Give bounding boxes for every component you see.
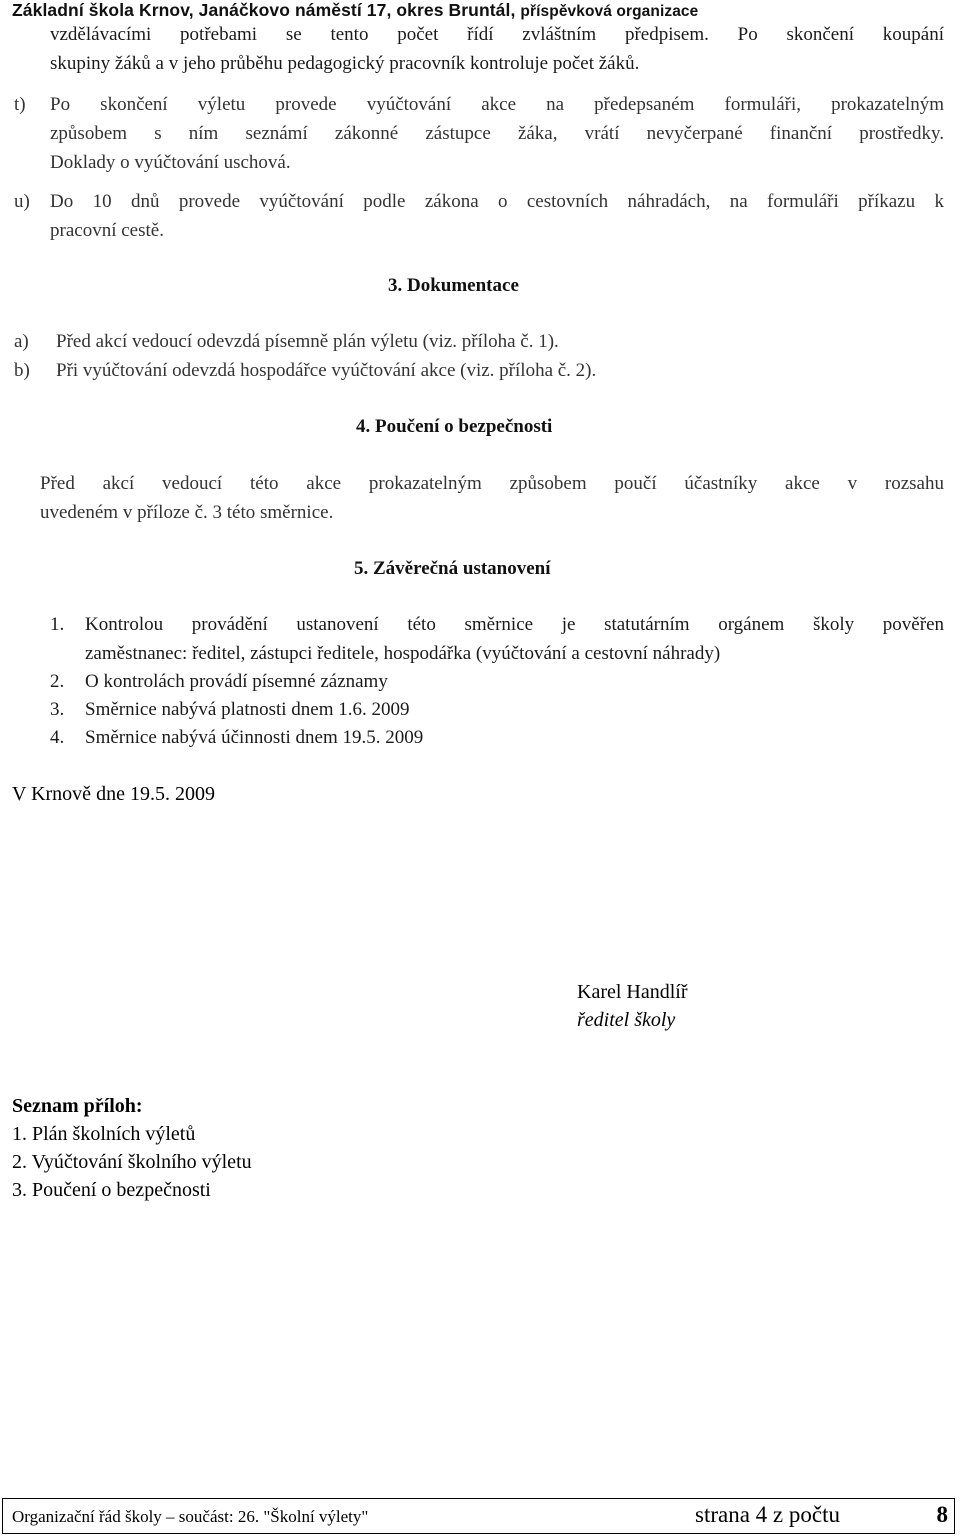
footer-page-prefix: strana 4 z počtu — [695, 1502, 840, 1527]
item-u-line-1: Do 10 dnů provede vyúčtování podle zákona o cestovních náhradách, na formuláři příkazu k — [50, 191, 944, 212]
section-5-item-3-text: Směrnice nabývá platnosti dnem 1.6. 2009 — [85, 699, 410, 720]
section-3-item-b-marker: b) — [14, 360, 30, 381]
signature-name: Karel Handlíř — [577, 981, 688, 1003]
item-u-marker: u) — [14, 191, 30, 212]
continued-line-1: vzdělávacími potřebami se tento počet řídí zvláštním předpisem. Po skončení koupání — [50, 24, 944, 45]
section-4-heading-num: 4. — [356, 416, 371, 437]
section-4-heading-text: Poučení o bezpečnosti — [375, 416, 553, 437]
continued-line-2: skupiny žáků a v jeho průběhu pedagogický pracovník kontroluje počet žáků. — [50, 53, 640, 74]
section-5-item-1-line-2: zaměstnanec: ředitel, zástupci ředitele, hospodářka (vyúčtování a cestovní náhrady) — [85, 643, 721, 664]
section-3-item-a-marker: a) — [14, 331, 29, 352]
header-subtitle: příspěvková organizace — [520, 3, 699, 20]
section-5-item-1-line-1: Kontrolou provádění ustanovení této směrnice je statutárním orgánem školy pověřen — [85, 614, 944, 635]
attachment-item-3: 3. Poučení o bezpečnosti — [12, 1179, 211, 1201]
footer-page-total: 8 — [936, 1502, 948, 1527]
item-t-marker: t) — [14, 94, 26, 115]
section-4-heading — [356, 416, 552, 438]
page-footer — [2, 1498, 955, 1534]
section-5-heading-num: 5. — [354, 558, 369, 579]
section-4-line-1: Před akcí vedoucí této akce prokazatelným způsobem poučí účastníky akce v rozsahu — [40, 473, 944, 494]
section-5-heading — [354, 558, 551, 580]
section-5-heading-text: Závěrečná ustanovení — [373, 558, 551, 579]
section-4-line-2: uvedeném v příloze č. 3 této směrnice. — [40, 502, 334, 523]
section-3-item-b-text: Při vyúčtování odevzdá hospodářce vyúčtování akce (viz. příloha č. 2). — [56, 360, 597, 381]
signature-role: ředitel školy — [577, 1009, 676, 1031]
attachment-item-1: 1. Plán školních výletů — [12, 1123, 196, 1145]
attachment-item-2: 2. Vyúčtování školního výletu — [12, 1151, 252, 1173]
section-5-item-2-marker: 2. — [50, 671, 65, 692]
header-title: Základní škola Krnov, Janáčkovo náměstí 17, okres Bruntál, — [12, 0, 516, 20]
item-u-line-2: pracovní cestě. — [50, 220, 164, 241]
section-5-item-4-marker: 4. — [50, 727, 65, 748]
section-5-item-4-text: Směrnice nabývá účinnosti dnem 19.5. 2009 — [85, 727, 424, 748]
page-header — [12, 0, 698, 21]
place-date: V Krnově dne 19.5. 2009 — [12, 783, 215, 805]
section-3-heading: 3. Dokumentace — [388, 275, 519, 296]
section-5-item-2-text: O kontrolách provádí písemné záznamy — [85, 671, 388, 692]
section-3-item-a-text: Před akcí vedoucí odevzdá písemně plán výletu (viz. příloha č. 1). — [56, 331, 559, 352]
item-t-line-3: Doklady o vyúčtování uschová. — [50, 152, 291, 173]
section-5-item-3-marker: 3. — [50, 699, 65, 720]
item-t-line-1: Po skončení výletu provede vyúčtování akce na předepsaném formuláři, prokazatelným — [50, 94, 944, 115]
item-t-line-2: způsobem s ním seznámí zákonné zástupce žáka, vrátí nevyčerpané finanční prostředky. — [50, 123, 944, 144]
attachments-heading: Seznam příloh: — [12, 1095, 143, 1117]
footer-document-title: Organizační řád školy – součást: 26. "Školní výlety" — [12, 1507, 369, 1526]
section-5-item-1-marker: 1. — [50, 614, 65, 635]
